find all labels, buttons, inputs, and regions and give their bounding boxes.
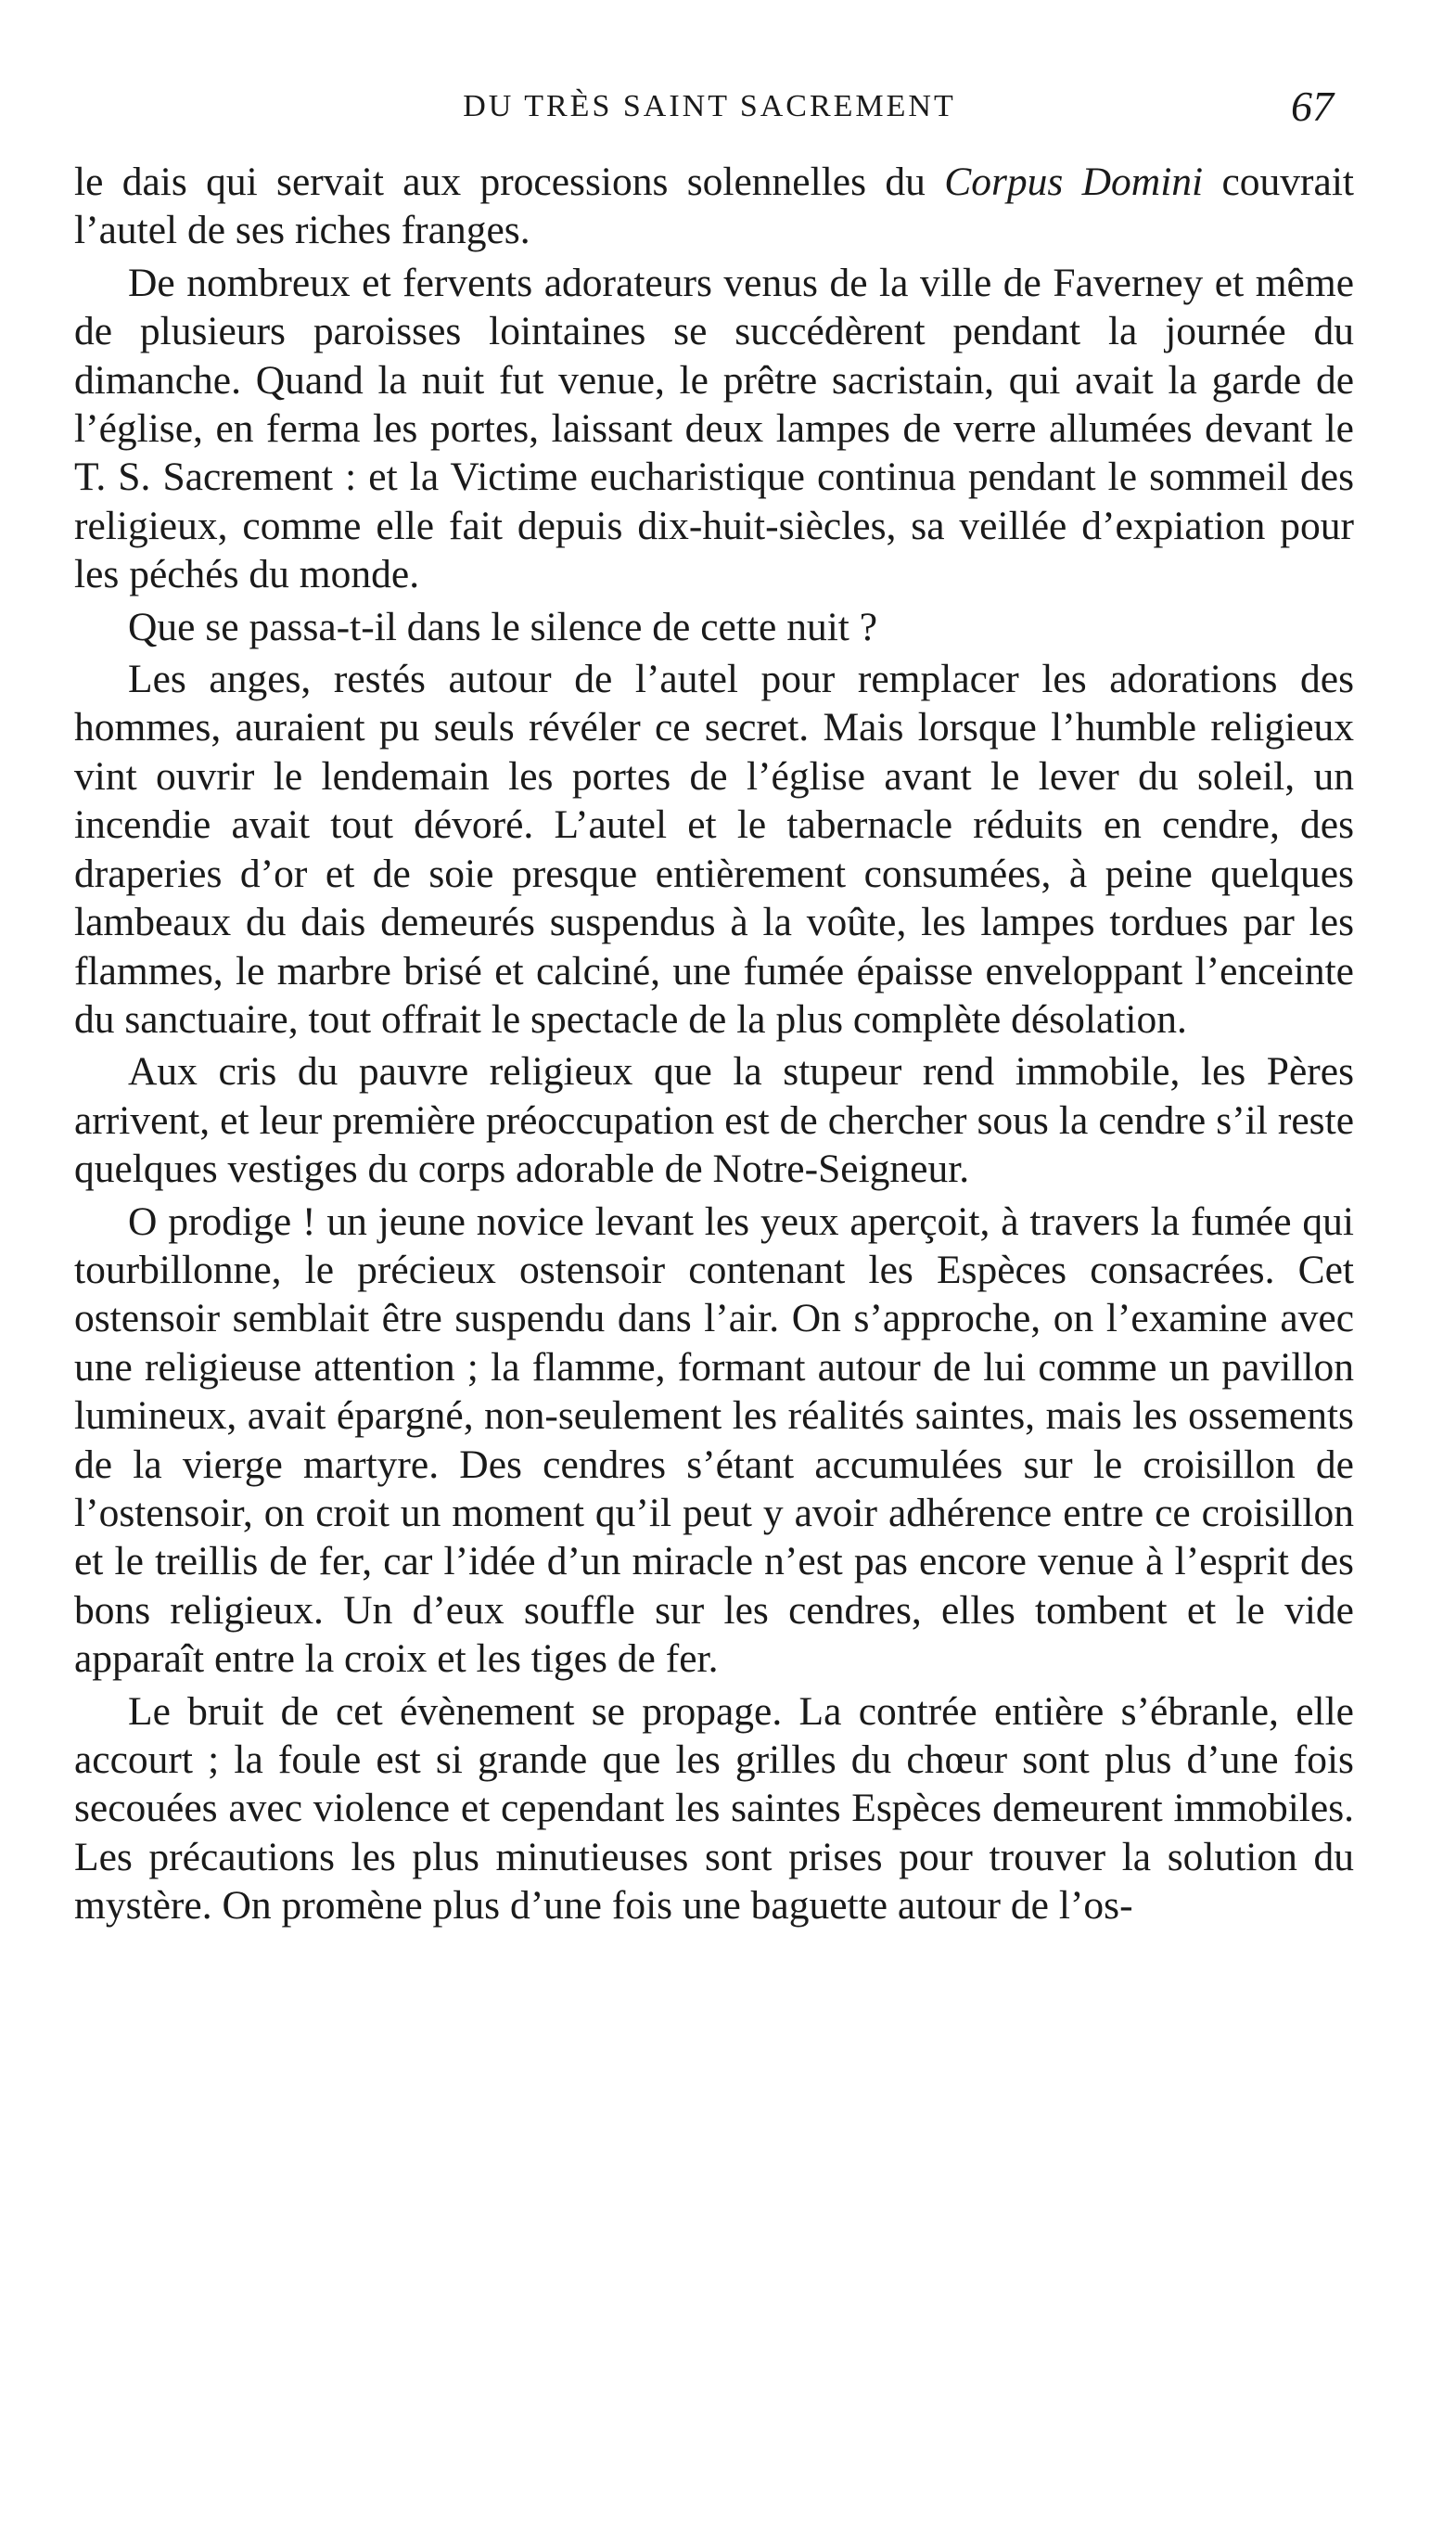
paragraph-6: O prodige ! un jeune novice levant les yeux aperçoit, à travers la fumée qui tourbillonne, le précieux ostensoir contenant les Espèces consacrées. Cet ostensoir semblait être suspendu dans l’air. On s’approche, on l’examine avec une religieuse attention ; la flamme, formant autour de lui comme un pavillon lumineux, avait épargné, non-seulement les réalités saintes, mais les ossements de la vierge martyre. Des cendres s’étant accumulées sur le croisillon de l’ostensoir, on croit un moment qu’il peut y avoir adhérence entre ce croisillon et le treillis de fer, car l’idée d’un miracle n’est pas encore venue à l’esprit des bons religieux. Un d’eux souffle sur les cendres, elles tombent et le vide apparaît entre la croix et les tiges de fer. (74, 1198, 1354, 1682)
paragraph-4: Les anges, restés autour de l’autel pour remplacer les adorations des hommes, auraient pu seuls révéler ce secret. Mais lorsque l’humble religieux vint ouvrir le lendemain les portes de l’église avant le lever du soleil, un incendie avait tout dévoré. L’autel et le tabernacle réduits en cendre, des draperies d’or et de soie presque entièrement consumées, à peine quelques lambeaux du dais demeurés suspendus à la voûte, les lampes tordues par les flammes, le marbre brisé et calciné, une fumée épaisse enveloppant l’enceinte du sanctuaire, tout offrait le spectacle de la plus complète désolation. (74, 657, 1354, 1042)
paragraph-3: Que se passa-t-il dans le silence de cette nuit ? (128, 604, 878, 649)
running-title: DU TRÈS SAINT SACREMENT (463, 89, 956, 123)
paragraph-2: De nombreux et fervents adorateurs venus de la ville de Faverney et même de plusieurs paroisses lointaines se succédèrent pendant la journée du dimanche. Quand la nuit fut venue, le prêtre sacristain, qui avait la garde de l’église, en ferma les portes, laissant deux lampes de verre allumées devant le T. S. Sacrement : et la Victime eucharistique continua pendant le sommeil des religieux, comme elle fait depuis dix-huit-siècles, sa veillée d’expiation pour les péchés du monde. (74, 260, 1354, 597)
body-text (74, 158, 1354, 1930)
paragraph-5: Aux cris du pauvre religieux que la stupeur rend immobile, les Pères arrivent, et leur première préoccupation est de chercher sous la cendre s’il reste quelques vestiges du corps adorable de Notre-Seigneur. (74, 1049, 1354, 1192)
paragraph-1-start: le dais qui servait aux processions solennelles du (74, 160, 945, 204)
page-number: 67 (1291, 83, 1334, 130)
paragraph-7: Le bruit de cet évènement se propage. La contrée entière s’ébranle, elle accourt ; la foule est si grande que les grilles du chœur sont plus d’une fois secouées avec violence et cependant les saintes Espèces demeurent immobiles. Les précautions les plus minutieuses sont prises pour trouver la solution du mystère. On promène plus d’une fois une baguette autour de l’os- (74, 1688, 1354, 1929)
running-head (74, 82, 1345, 137)
paragraph-1-end: couvrait l’autel de ses riches franges. (74, 160, 1354, 253)
paragraph-1 (74, 158, 1354, 255)
italic-latin-phrase: Corpus Domini (944, 160, 1204, 204)
